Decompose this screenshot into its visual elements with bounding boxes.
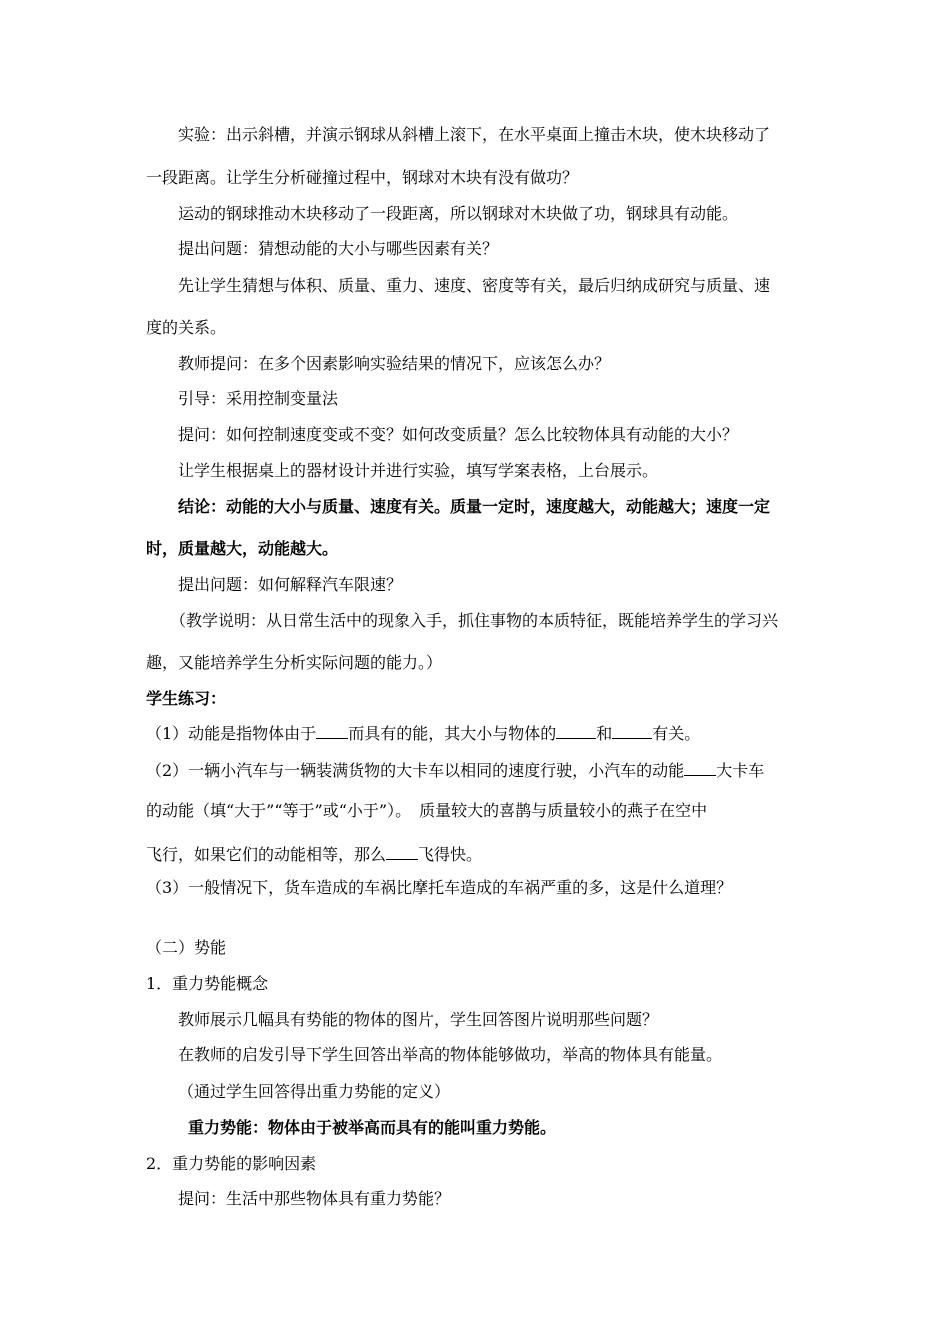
section-1-line-2: 在教师的启发引导下学生回答出举高的物体能够做功，举高的物体具有能量。 xyxy=(178,1045,723,1064)
q2-part-e: 飞得快。 xyxy=(418,845,483,864)
practice-q2-line-1 xyxy=(146,759,764,781)
section-1-title: 1．重力势能概念 xyxy=(146,974,269,993)
q1-blank-1 xyxy=(316,722,348,739)
ask-line: 提问：如何控制速度变或不变？如何改变质量？怎么比较物体具有动能的大小？ xyxy=(178,425,739,444)
speed-limit-question: 提出问题：如何解释汽车限速？ xyxy=(178,575,403,594)
q1-part-a: （1）动能是指物体由于 xyxy=(146,724,317,743)
q2-blank-1 xyxy=(684,759,716,776)
guess-line-1: 先让学生猜想与体积、质量、重力、速度、密度等有关，最后归纳成研究与质量、速 xyxy=(178,276,771,295)
teacher-question: 教师提问：在多个因素影响实验结果的情况下，应该怎么办？ xyxy=(178,354,611,373)
conclusion-line-2: 时，质量越大，动能越大。 xyxy=(146,539,339,558)
question-line-1: 提出问题：猜想动能的大小与哪些因素有关？ xyxy=(178,239,499,258)
q1-part-d: 有关。 xyxy=(652,724,701,743)
experiment-line-3: 运动的钢球推动木块移动了一段距离，所以钢球对木块做了功，钢球具有动能。 xyxy=(178,204,739,223)
q1-part-c: 和 xyxy=(596,724,613,743)
section-1-line-3: （通过学生回答得出重力势能的定义） xyxy=(178,1082,451,1101)
conclusion-line-1: 结论：动能的大小与质量、速度有关。质量一定时，速度越大，动能越大；速度一定 xyxy=(178,497,771,516)
section-1-line-1: 教师展示几幅具有势能的物体的图片，学生回答图片说明那些问题？ xyxy=(178,1010,659,1029)
teaching-note-line-1: （教学说明：从日常生活中的现象入手，抓住事物的本质特征，既能培养学生的学习兴 xyxy=(170,611,779,630)
guess-line-2: 度的关系。 xyxy=(146,318,227,337)
q2-part-b: 大卡车 xyxy=(716,761,765,780)
practice-q3: （3）一般情况下，货车造成的车祸比摩托车造成的车祸严重的多，这是什么道理？ xyxy=(146,878,733,897)
section-2-title: 2．重力势能的影响因素 xyxy=(146,1154,317,1173)
experiment-line-2: 一段距离。让学生分析碰撞过程中，钢球对木块有没有做功？ xyxy=(146,168,579,187)
practice-q2-line-2: 的动能（填“大于”“等于”或“小于”）。 质量较大的喜鹊与质量较小的燕子在空中 xyxy=(146,801,708,820)
q1-blank-2 xyxy=(556,722,596,739)
potential-definition: 重力势能：物体由于被举高而具有的能叫重力势能。 xyxy=(188,1118,557,1137)
section-2-line-1: 提问：生活中那些物体具有重力势能？ xyxy=(178,1189,451,1208)
q2-part-d: 飞行，如果它们的动能相等，那么 xyxy=(146,845,387,864)
q2-part-a: （2）一辆小汽车与一辆装满货物的大卡车以相同的速度行驶，小汽车的动能 xyxy=(146,761,685,780)
q1-blank-3 xyxy=(612,722,652,739)
q2-blank-2 xyxy=(386,843,418,860)
practice-q1 xyxy=(146,722,700,744)
practice-heading: 学生练习： xyxy=(146,689,227,708)
guidance-line: 引导：采用控制变量法 xyxy=(178,389,339,408)
student-design-line: 让学生根据桌上的器材设计并进行实验，填写学案表格，上台展示。 xyxy=(178,461,659,480)
practice-q2-line-3 xyxy=(146,843,482,865)
potential-heading: （二）势能 xyxy=(146,938,227,957)
teaching-note-line-2: 趣，又能培养学生分析实际问题的能力。） xyxy=(146,653,443,672)
experiment-line-1: 实验：出示斜槽，并演示钢球从斜槽上滚下，在水平桌面上撞击木块，使木块移动了 xyxy=(178,125,771,144)
q1-part-b: 而具有的能，其大小与物体的 xyxy=(348,724,557,743)
